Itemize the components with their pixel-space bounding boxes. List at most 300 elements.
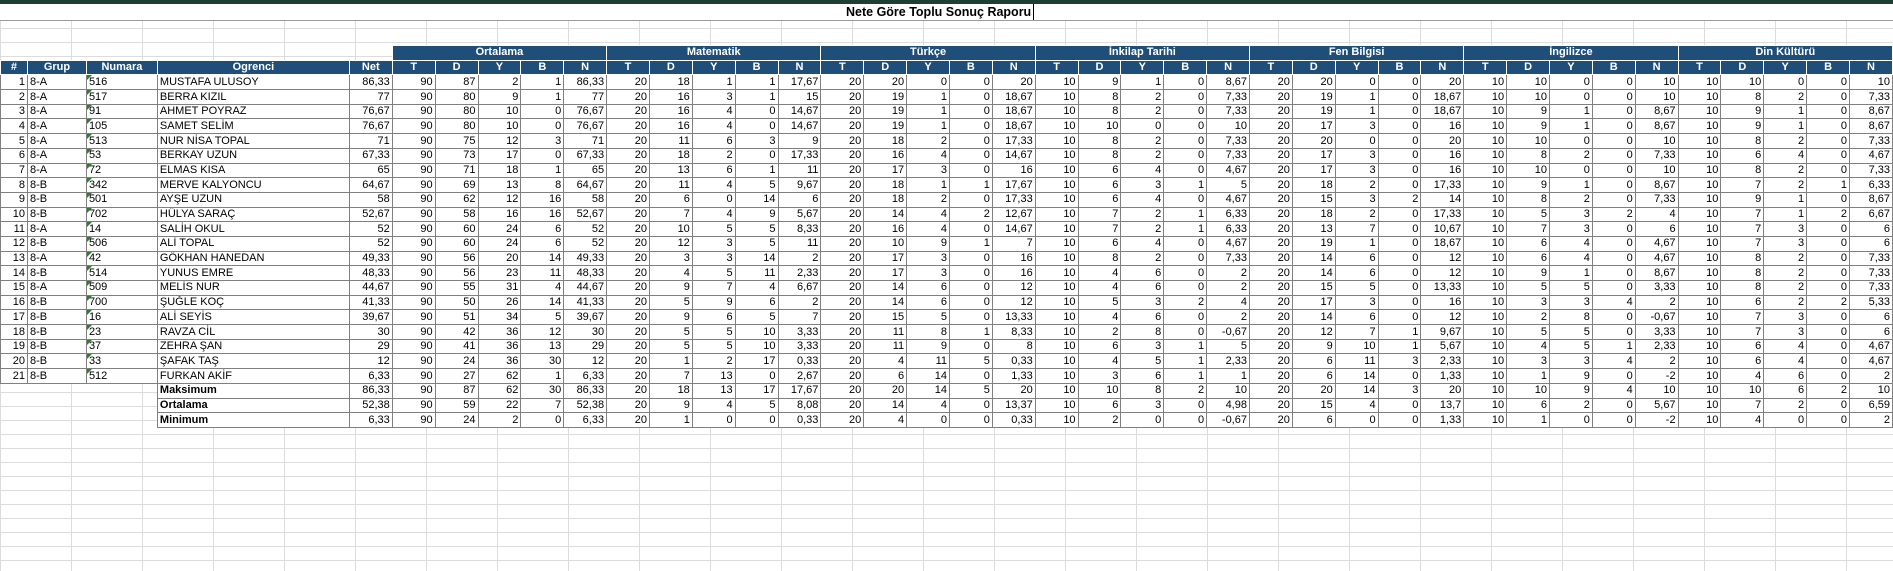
cell[interactable]: 4 [1764,148,1807,163]
summary-cell[interactable]: 0 [1550,413,1593,428]
summary-cell[interactable]: 5 [949,383,992,398]
cell[interactable]: 20 [821,134,864,149]
cell[interactable]: 20 [821,281,864,296]
cell[interactable]: 10 [1464,325,1507,340]
summary-cell[interactable]: 10 [1678,413,1721,428]
cell[interactable]: 14,67 [778,104,821,119]
cell[interactable]: 2 [1764,134,1807,149]
cell[interactable]: 18 [649,148,692,163]
summary-cell[interactable]: 87 [435,383,478,398]
cell[interactable]: 1 [1764,119,1807,134]
cell[interactable]: 7 [1721,310,1764,325]
cell[interactable]: 0 [1592,119,1635,134]
cell[interactable]: 20 [607,119,650,134]
cell[interactable]: 10 [1035,251,1078,266]
cell[interactable]: 52,67 [564,207,607,222]
cell[interactable]: 16 [992,251,1035,266]
cell[interactable]: 2 [1121,222,1164,237]
cell[interactable]: 0 [1592,134,1635,149]
cell[interactable]: 10 [1035,354,1078,369]
cell[interactable]: 2 [1207,266,1250,281]
cell[interactable]: -2 [1635,369,1678,384]
cell[interactable]: 0 [1807,104,1850,119]
sub-column-header[interactable]: Y [1335,60,1378,75]
summary-cell[interactable]: 90 [392,398,435,413]
group-cell[interactable]: 8-B [27,325,86,340]
cell[interactable]: 0 [1164,104,1207,119]
sub-column-header[interactable]: N [1421,60,1464,75]
cell[interactable]: 8 [1078,148,1121,163]
cell[interactable]: 8 [907,325,950,340]
cell[interactable]: 9 [1078,75,1121,90]
cell[interactable]: 10 [1678,163,1721,178]
cell[interactable]: 5 [1207,178,1250,193]
row-index-cell[interactable]: 5 [1,134,28,149]
cell[interactable]: 10 [735,339,778,354]
number-cell[interactable]: 512 [86,369,157,384]
cell[interactable]: 0 [1807,251,1850,266]
cell[interactable]: 20 [1249,134,1292,149]
cell[interactable]: 2 [907,192,950,207]
cell[interactable]: 20 [1249,369,1292,384]
cell[interactable]: 5 [692,325,735,340]
net-cell[interactable]: 30 [349,325,392,340]
cell[interactable]: 6 [1292,354,1335,369]
row-index-cell[interactable]: 18 [1,325,28,340]
sub-column-header[interactable]: D [1507,60,1550,75]
summary-cell[interactable]: 2 [478,413,521,428]
cell[interactable]: 6 [692,134,735,149]
cell[interactable]: 20 [607,178,650,193]
cell[interactable]: 6 [692,163,735,178]
cell[interactable]: 0 [1807,119,1850,134]
cell[interactable]: 0 [1807,163,1850,178]
cell[interactable]: 0 [1378,295,1421,310]
cell[interactable]: 5 [1550,281,1593,296]
summary-cell[interactable]: 8 [1121,383,1164,398]
cell[interactable]: 90 [392,266,435,281]
cell[interactable]: 27 [435,369,478,384]
cell[interactable]: 13,33 [992,310,1035,325]
cell[interactable]: 13 [692,369,735,384]
cell[interactable]: 36 [478,325,521,340]
cell[interactable]: 20 [1249,163,1292,178]
cell[interactable]: 50 [435,295,478,310]
cell[interactable]: 7 [1721,207,1764,222]
summary-cell[interactable]: 4 [1335,398,1378,413]
cell[interactable]: 2 [907,134,950,149]
summary-cell[interactable]: 90 [392,383,435,398]
cell[interactable]: 2,33 [1207,354,1250,369]
cell[interactable]: 8,33 [778,222,821,237]
cell[interactable]: 10 [1678,222,1721,237]
cell[interactable]: 0 [1164,251,1207,266]
cell[interactable]: 10 [1678,104,1721,119]
cell[interactable]: 3 [1507,354,1550,369]
cell[interactable]: 3 [692,236,735,251]
table-row[interactable] [1,310,1893,325]
cell[interactable]: 14,67 [992,148,1035,163]
cell[interactable]: 10 [1464,369,1507,384]
summary-cell[interactable]: 86,33 [564,383,607,398]
cell[interactable]: 20 [821,295,864,310]
cell[interactable]: 90 [392,251,435,266]
cell[interactable]: 14 [1292,251,1335,266]
cell[interactable]: 0 [1592,178,1635,193]
cell[interactable]: 0 [949,148,992,163]
report-title[interactable]: Nete Göre Toplu Sonuç Raporu [846,4,1034,20]
cell[interactable]: 0 [1378,369,1421,384]
cell[interactable]: 19 [864,119,907,134]
cell[interactable]: 17,33 [1421,207,1464,222]
cell[interactable]: 20 [1249,339,1292,354]
cell[interactable]: 56 [435,266,478,281]
summary-cell[interactable]: 13 [692,383,735,398]
cell[interactable]: 10 [1678,207,1721,222]
cell[interactable]: 0 [1164,310,1207,325]
cell[interactable]: 20 [821,75,864,90]
cell[interactable]: 20 [1249,222,1292,237]
cell[interactable]: 8 [1721,251,1764,266]
cell[interactable]: 8,67 [1849,192,1892,207]
cell[interactable]: 10 [1464,148,1507,163]
cell[interactable]: 0 [521,148,564,163]
cell[interactable]: 19 [1292,90,1335,105]
cell[interactable]: 6 [1849,310,1892,325]
summary-cell[interactable]: 4 [692,398,735,413]
summary-cell[interactable]: 10 [1464,383,1507,398]
cell[interactable]: 1 [521,90,564,105]
cell[interactable]: 10 [1035,134,1078,149]
group-cell[interactable]: 8-B [27,266,86,281]
cell[interactable]: 6 [521,222,564,237]
summary-cell[interactable]: 30 [521,383,564,398]
cell[interactable]: 0 [949,163,992,178]
cell[interactable]: 90 [392,281,435,296]
summary-cell[interactable]: 20 [1249,398,1292,413]
cell[interactable]: 6 [1764,369,1807,384]
cell[interactable]: 10 [1464,354,1507,369]
summary-cell[interactable]: 13,37 [992,398,1035,413]
summary-cell[interactable]: 8,08 [778,398,821,413]
cell[interactable]: 7,33 [1207,104,1250,119]
cell[interactable]: 10 [1464,90,1507,105]
cell[interactable]: 5,67 [778,207,821,222]
cell[interactable]: 9 [649,281,692,296]
cell[interactable]: 6 [907,295,950,310]
cell[interactable]: 20 [1249,90,1292,105]
summary-cell[interactable]: 6,59 [1849,398,1892,413]
cell[interactable]: 0 [1164,163,1207,178]
cell[interactable]: 8,33 [992,325,1035,340]
cell[interactable]: 14 [1292,310,1335,325]
cell[interactable]: 7 [1507,222,1550,237]
cell[interactable]: 13 [1292,222,1335,237]
cell[interactable]: 0 [949,119,992,134]
cell[interactable]: 10 [1678,325,1721,340]
cell[interactable]: 3 [692,90,735,105]
summary-cell[interactable]: 0 [1121,413,1164,428]
summary-cell[interactable]: 10 [1678,383,1721,398]
cell[interactable]: 17 [1292,295,1335,310]
cell[interactable]: 20 [607,251,650,266]
student-name-cell[interactable]: MUSTAFA ULUSOY [157,75,349,90]
group-cell[interactable]: 8-A [27,90,86,105]
cell[interactable]: 1 [907,104,950,119]
cell[interactable]: 15 [864,310,907,325]
cell[interactable]: 7 [1721,222,1764,237]
cell[interactable]: 0 [1378,310,1421,325]
cell[interactable]: 6 [907,281,950,296]
cell[interactable]: 1 [1164,339,1207,354]
group-header[interactable]: Türkçe [821,46,1035,61]
net-cell[interactable]: 76,67 [349,119,392,134]
cell[interactable]: 90 [392,310,435,325]
cell[interactable]: 1 [521,163,564,178]
cell[interactable]: 20 [607,281,650,296]
cell[interactable]: 10 [1464,134,1507,149]
table-row[interactable] [1,236,1893,251]
cell[interactable]: 2 [1121,207,1164,222]
summary-cell[interactable]: 14 [864,398,907,413]
cell[interactable]: 0 [521,104,564,119]
number-cell[interactable]: 700 [86,295,157,310]
cell[interactable]: 4 [692,104,735,119]
cell[interactable]: 13 [521,339,564,354]
cell[interactable]: 20 [821,178,864,193]
cell[interactable]: 20 [1421,75,1464,90]
cell[interactable]: 1 [949,178,992,193]
student-name-cell[interactable]: AYŞE UZUN [157,192,349,207]
cell[interactable]: 3,33 [778,339,821,354]
sub-column-header[interactable]: Y [478,60,521,75]
cell[interactable]: 2 [1164,295,1207,310]
summary-cell[interactable]: 0 [1164,413,1207,428]
number-cell[interactable]: 501 [86,192,157,207]
cell[interactable]: 8,67 [1635,266,1678,281]
cell[interactable]: 0 [1807,339,1850,354]
number-cell[interactable]: 506 [86,236,157,251]
table-row[interactable] [1,354,1893,369]
cell[interactable]: 0 [1550,134,1593,149]
cell[interactable]: 90 [392,325,435,340]
net-cell[interactable]: 67,33 [349,148,392,163]
cell[interactable]: 9 [1721,192,1764,207]
cell[interactable]: 16 [1421,295,1464,310]
cell[interactable]: 20 [821,354,864,369]
cell[interactable]: 62 [435,192,478,207]
cell[interactable]: 4 [1078,281,1121,296]
cell[interactable]: 17,33 [992,192,1035,207]
cell[interactable]: 6 [1121,266,1164,281]
cell[interactable]: 5 [1335,281,1378,296]
row-index-cell[interactable]: 10 [1,207,28,222]
cell[interactable]: 4 [1078,266,1121,281]
cell[interactable]: 5 [649,339,692,354]
summary-cell[interactable]: 10 [1078,383,1121,398]
cell[interactable]: 6 [649,192,692,207]
cell[interactable]: 8,67 [1849,104,1892,119]
table-row[interactable] [1,281,1893,296]
cell[interactable]: 5 [735,178,778,193]
row-index-cell[interactable]: 17 [1,310,28,325]
summary-cell[interactable]: 24 [435,413,478,428]
number-cell[interactable]: 514 [86,266,157,281]
number-cell[interactable]: 33 [86,354,157,369]
cell[interactable]: 56 [435,251,478,266]
cell[interactable]: 7,33 [1849,163,1892,178]
cell[interactable]: 10 [1035,339,1078,354]
cell[interactable]: 2 [1121,148,1164,163]
cell[interactable]: 10 [1849,75,1892,90]
cell[interactable]: 1 [907,178,950,193]
cell[interactable]: 76,67 [564,104,607,119]
cell[interactable]: 90 [392,163,435,178]
student-name-cell[interactable]: FURKAN AKİF [157,369,349,384]
cell[interactable]: 12 [564,354,607,369]
cell[interactable]: 16 [649,104,692,119]
cell[interactable]: 17,67 [778,75,821,90]
cell[interactable]: 6 [1121,310,1164,325]
row-index-cell[interactable]: 6 [1,148,28,163]
cell[interactable]: 8 [1721,266,1764,281]
summary-cell[interactable]: 18 [649,383,692,398]
cell[interactable]: 60 [435,222,478,237]
number-cell[interactable]: 509 [86,281,157,296]
group-cell[interactable]: 8-B [27,310,86,325]
cell[interactable]: 3 [1335,119,1378,134]
cell[interactable]: 3 [1335,163,1378,178]
cell[interactable]: 10 [1678,148,1721,163]
cell[interactable]: 20 [1292,75,1335,90]
cell[interactable]: 20 [821,192,864,207]
group-header[interactable]: Fen Bilgisi [1249,46,1463,61]
cell[interactable]: 3 [521,134,564,149]
cell[interactable]: 0 [1378,148,1421,163]
cell[interactable]: 9 [1550,369,1593,384]
summary-cell[interactable]: 0 [907,413,950,428]
cell[interactable]: 5 [1078,295,1121,310]
column-header[interactable]: Grup [27,60,86,75]
summary-cell[interactable]: 9 [649,398,692,413]
cell[interactable]: 3 [692,251,735,266]
group-cell[interactable]: 8-B [27,192,86,207]
cell[interactable]: 7,33 [1849,134,1892,149]
net-cell[interactable]: 39,67 [349,310,392,325]
cell[interactable]: 4 [1078,354,1121,369]
cell[interactable]: 10,67 [1421,222,1464,237]
cell[interactable]: 16 [1421,148,1464,163]
cell[interactable]: 1 [1164,369,1207,384]
cell[interactable]: 24 [478,222,521,237]
cell[interactable]: 20 [1249,148,1292,163]
row-index-cell[interactable]: 20 [1,354,28,369]
summary-cell[interactable]: 6 [1292,413,1335,428]
student-name-cell[interactable]: SALİH OKUL [157,222,349,237]
cell[interactable]: 20 [821,222,864,237]
cell[interactable]: 6 [1849,325,1892,340]
cell[interactable]: 7 [1078,207,1121,222]
cell[interactable]: 4 [1635,207,1678,222]
cell[interactable]: 1 [649,354,692,369]
cell[interactable]: 3 [1121,178,1164,193]
cell[interactable]: 6 [1721,148,1764,163]
cell[interactable]: 18 [864,134,907,149]
cell[interactable]: 87 [435,75,478,90]
cell[interactable]: 0 [1592,251,1635,266]
cell[interactable]: 90 [392,236,435,251]
summary-cell[interactable]: 0 [1807,398,1850,413]
cell[interactable]: 3 [1335,192,1378,207]
cell[interactable]: 17 [735,354,778,369]
row-index-cell[interactable]: 14 [1,266,28,281]
cell[interactable]: 20 [1249,251,1292,266]
summary-cell[interactable]: 0 [692,413,735,428]
summary-cell[interactable]: 4,98 [1207,398,1250,413]
cell[interactable]: 4 [907,148,950,163]
cell[interactable]: 2 [1635,354,1678,369]
cell[interactable]: 12 [1421,251,1464,266]
summary-cell[interactable]: 20 [607,413,650,428]
cell[interactable]: 10 [1635,75,1678,90]
cell[interactable]: 14 [521,251,564,266]
summary-cell[interactable]: 0 [521,413,564,428]
summary-cell[interactable]: 86,33 [349,383,392,398]
summary-cell[interactable]: 5 [735,398,778,413]
cell[interactable]: 16 [521,207,564,222]
sub-column-header[interactable]: Y [1764,60,1807,75]
student-name-cell[interactable]: GÖKHAN HANEDAN [157,251,349,266]
cell[interactable]: 20 [607,163,650,178]
cell[interactable]: 4 [1592,354,1635,369]
cell[interactable]: 2 [778,295,821,310]
cell[interactable]: 90 [392,119,435,134]
net-cell[interactable]: 86,33 [349,75,392,90]
student-name-cell[interactable]: ALİ TOPAL [157,236,349,251]
cell[interactable]: 9 [1507,266,1550,281]
cell[interactable]: 0 [949,295,992,310]
cell[interactable]: 1 [735,163,778,178]
number-cell[interactable]: 516 [86,75,157,90]
group-cell[interactable]: 8-A [27,281,86,296]
cell[interactable]: 20 [821,339,864,354]
sub-column-header[interactable]: B [949,60,992,75]
cell[interactable]: 9 [478,90,521,105]
cell[interactable]: 67,33 [564,148,607,163]
cell[interactable]: 6 [1078,339,1121,354]
sub-column-header[interactable]: N [1849,60,1892,75]
cell[interactable]: 5 [692,339,735,354]
cell[interactable]: 2 [778,251,821,266]
cell[interactable]: 18,67 [1421,104,1464,119]
cell[interactable]: 10 [1035,90,1078,105]
cell[interactable]: 10 [1635,163,1678,178]
cell[interactable]: 7 [1721,178,1764,193]
sub-column-header[interactable]: B [1807,60,1850,75]
summary-cell[interactable]: 10 [1207,383,1250,398]
student-name-cell[interactable]: MERVE KALYONCU [157,178,349,193]
cell[interactable]: 4 [1550,236,1593,251]
cell[interactable]: 10 [1464,236,1507,251]
cell[interactable]: 0,33 [992,354,1035,369]
cell[interactable]: 10 [1678,310,1721,325]
cell[interactable]: 3 [1121,295,1164,310]
cell[interactable]: 16 [1421,119,1464,134]
cell[interactable]: 0 [1164,75,1207,90]
cell[interactable]: 5 [1550,325,1593,340]
cell[interactable]: 0 [1592,369,1635,384]
summary-cell[interactable]: 0 [949,398,992,413]
